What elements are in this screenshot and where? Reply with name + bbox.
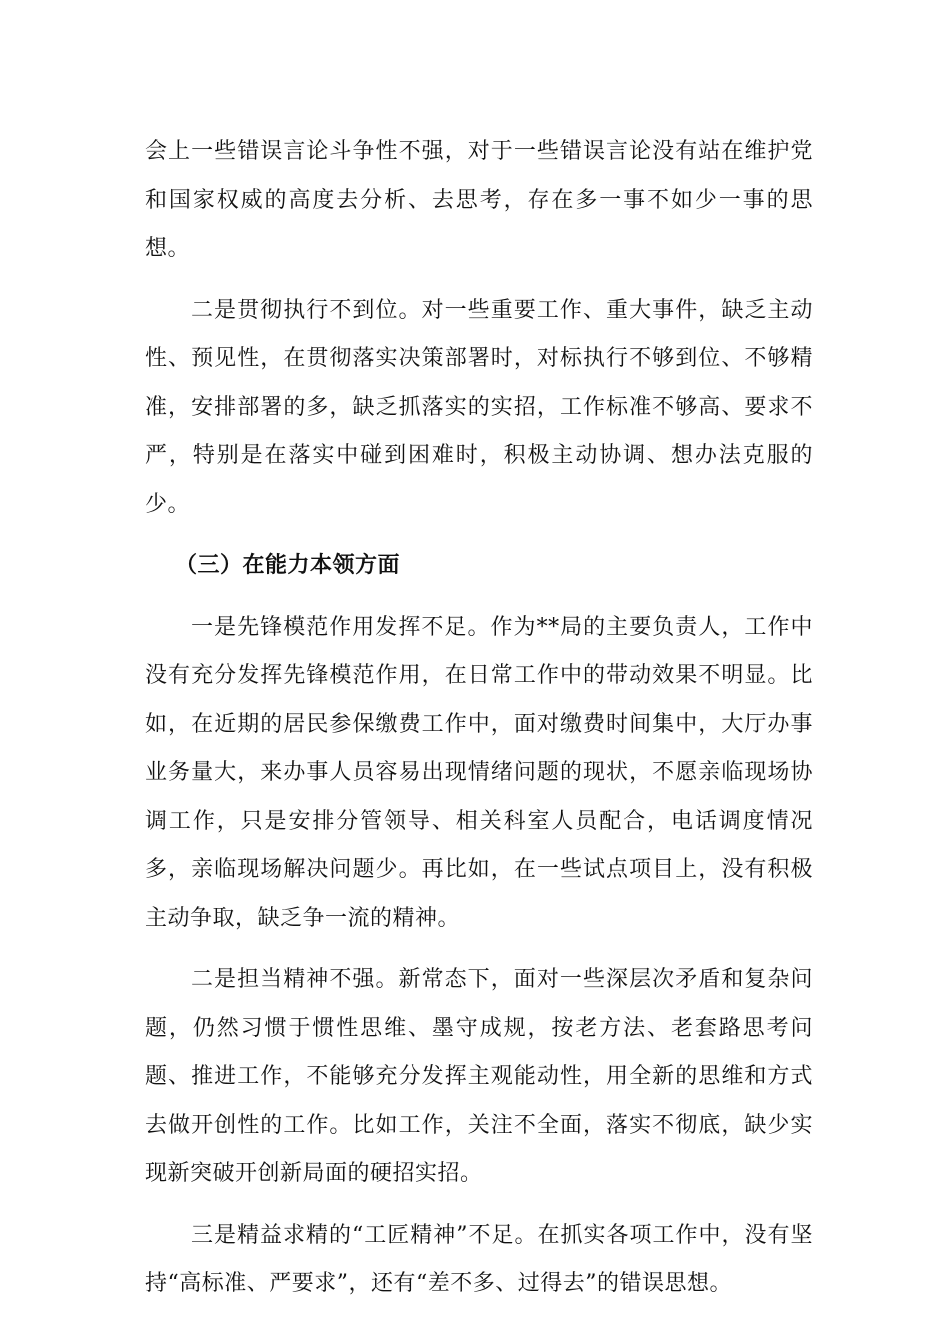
paragraph-continuation: 会上一些错误言论斗争性不强，对于一些错误言论没有站在维护党和国家权威的高度去分析、去思考，存在多一事不如少一事的思想。 (145, 139, 813, 261)
paragraph-implementation: 二是贯彻执行不到位。对一些重要工作、重大事件，缺乏主动性、预见性，在贯彻落实决策部署时，对标执行不够到位、不够精准，安排部署的多，缺乏抓落实的实招，工作标准不够高、要求不严，特别是在落实中碰到困难时，积极主动协调、想办法克服的少。 (145, 297, 813, 517)
paragraph-responsibility: 二是担当精神不强。新常态下，面对一些深层次矛盾和复杂问题，仍然习惯于惯性思维、墨守成规，按老方法、老套路思考问题、推进工作，不能够充分发挥主观能动性，用全新的思维和方式去做开创性的工作。比如工作，关注不全面，落实不彻底，缺少实现新突破开创新局面的硬招实招。 (145, 967, 813, 1186)
document-body (145, 128, 813, 1309)
paragraph-craftsman-spirit: 三是精益求精的“工匠精神”不足。在抓实各项工作中，没有坚持“高标准、严要求”，还有“差不多、过得去”的错误思想。 (145, 1222, 813, 1296)
paragraph-vanguard-role: 一是先锋模范作用发挥不足。作为**局的主要负责人，工作中没有充分发挥先锋模范作用，在日常工作中的带动效果不明显。比如，在近期的居民参保缴费工作中，面对缴费时间集中，大厅办事业务量大，来办事人员容易出现情绪问题的现状，不愿亲临现场协调工作，只是安排分管领导、相关科室人员配合，电话调度情况多，亲临现场解决问题少。再比如，在一些试点项目上，没有积极主动争取，缺乏争一流的精神。 (145, 614, 813, 931)
section-heading: （三）在能力本领方面 (175, 553, 401, 578)
